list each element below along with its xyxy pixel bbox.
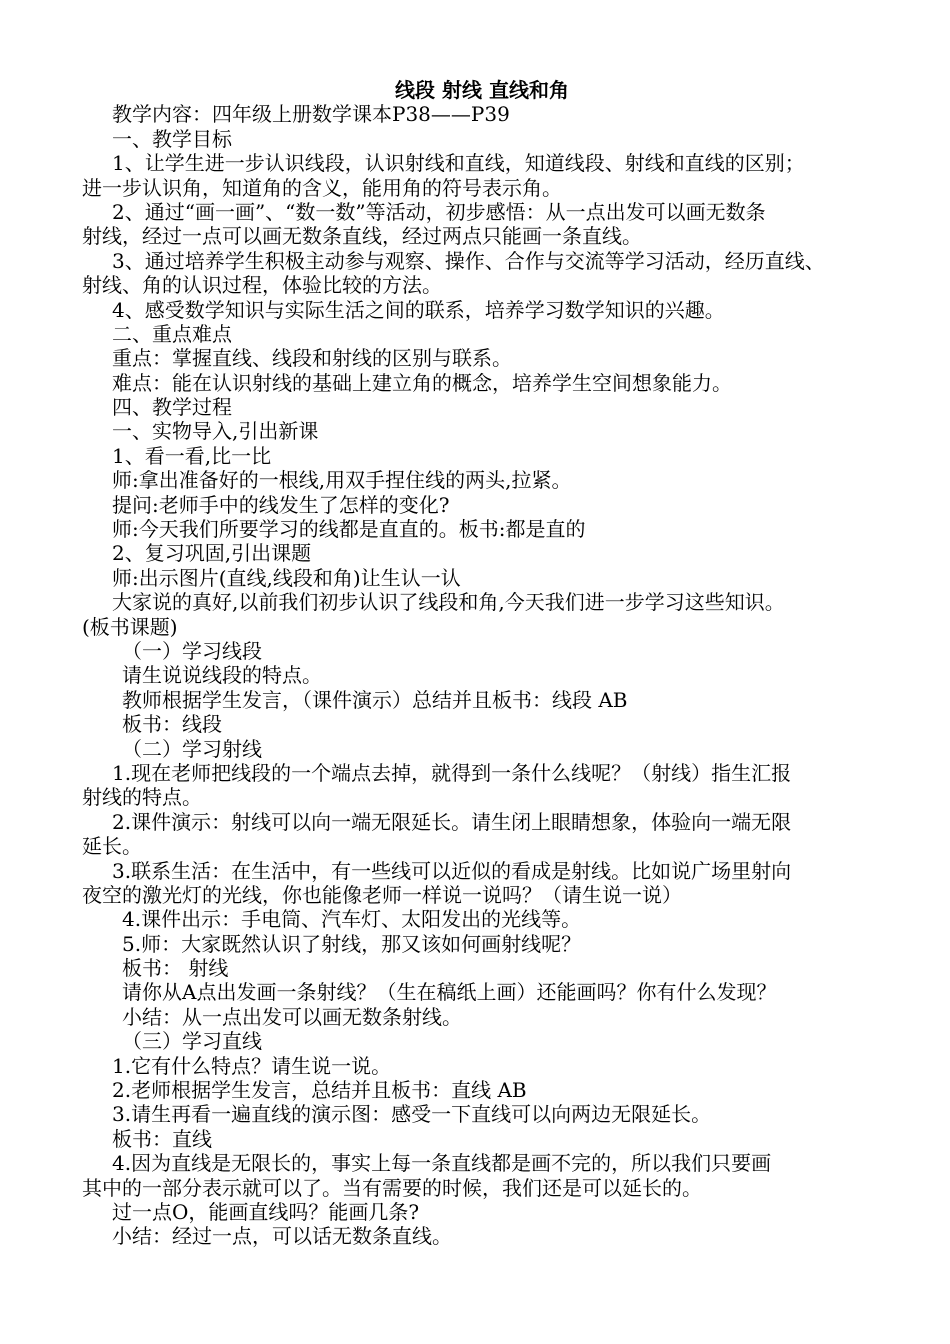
text-line: 教学内容：四年级上册数学课本P38——P39 xyxy=(112,102,510,127)
text-line: 2、通过“画一画”、“数一数”等活动，初步感悟：从一点出发可以画无数条 xyxy=(112,199,766,224)
text-line: 2.课件演示：射线可以向一端无限延长。请生闭上眼睛想象，体验向一端无限 xyxy=(112,809,792,834)
text-line: 延长。 xyxy=(82,834,142,859)
text-line: 大家说的真好,以前我们初步认识了线段和角,今天我们进一步学习这些知识。 xyxy=(112,590,785,615)
text-line: （三）学习直线 xyxy=(122,1029,262,1054)
text-line: 请你从A点出发画一条射线？（生在稿纸上画）还能画吗？你有什么发现？ xyxy=(122,980,777,1005)
text-line: 射线的特点。 xyxy=(82,785,202,810)
text-line: （一）学习线段 xyxy=(122,638,262,663)
text-line: 射线，经过一点可以画无数条直线，经过两点只能画一条直线。 xyxy=(82,224,642,249)
text-line: 重点：掌握直线、线段和射线的区别与联系。 xyxy=(112,346,512,371)
text-line: 过一点O，能画直线吗？能画几条? xyxy=(112,1199,420,1224)
text-line: 4.课件出示：手电筒、汽车灯、太阳发出的光线等。 xyxy=(122,907,582,932)
text-line: 二、重点难点 xyxy=(112,321,232,346)
text-line: 1、让学生进一步认识线段，认识射线和直线，知道线段、射线和直线的区别； xyxy=(112,151,805,176)
document-page xyxy=(82,78,872,1249)
text-line: 1.现在老师把线段的一个端点去掉，就得到一条什么线呢？（射线）指生汇报 xyxy=(112,760,792,785)
text-line: 板书： 射线 xyxy=(122,956,229,981)
text-line: （二）学习射线 xyxy=(122,736,262,761)
text-line: 板书：直线 xyxy=(112,1126,212,1151)
text-line: 难点：能在认识射线的基础上建立角的概念，培养学生空间想象能力。 xyxy=(112,370,732,395)
text-line: 夜空的激光灯的光线，你也能像老师一样说一说吗？（请生说一说） xyxy=(82,882,682,907)
text-line: 射线、角的认识过程，体验比较的方法。 xyxy=(82,273,442,298)
text-line: 四、教学过程 xyxy=(112,395,232,420)
text-line: 1、看一看,比一比 xyxy=(112,443,272,468)
text-line: 一、实物导入,引出新课 xyxy=(112,419,319,444)
text-line: 师:今天我们所要学习的线都是直直的。板书:都是直的 xyxy=(112,517,586,542)
text-line: 3.联系生活：在生活中，有一些线可以近似的看成是射线。比如说广场里射向 xyxy=(112,858,792,883)
document-body xyxy=(82,102,872,1248)
text-line: 3.请生再看一遍直线的演示图：感受一下直线可以向两边无限延长。 xyxy=(112,1102,712,1127)
text-line: 小结：从一点出发可以画无数条射线。 xyxy=(122,1004,462,1029)
text-line: 4.因为直线是无限长的，事实上每一条直线都是画不完的，所以我们只要画 xyxy=(112,1151,772,1176)
text-line: 5.师：大家既然认识了射线，那又该如何画射线呢？ xyxy=(122,931,582,956)
text-line: 师:出示图片(直线,线段和角)让生认一认 xyxy=(112,565,461,590)
document-title: 线段 射线 直线和角 xyxy=(395,78,569,102)
text-line: 1.它有什么特点？请生说一说。 xyxy=(112,1053,392,1078)
text-line: 师:拿出准备好的一根线,用双手捏住线的两头,拉紧。 xyxy=(112,468,572,493)
text-line: 进一步认识角，知道角的含义，能用角的符号表示角。 xyxy=(82,175,562,200)
text-line: 其中的一部分表示就可以了。当有需要的时候，我们还是可以延长的。 xyxy=(82,1175,702,1200)
text-line: 一、教学目标 xyxy=(112,126,232,151)
text-line: (板书课题) xyxy=(82,614,178,639)
text-line: 请生说说线段的特点。 xyxy=(122,663,322,688)
text-line: 2、复习巩固,引出课题 xyxy=(112,541,312,566)
text-line: 小结：经过一点，可以话无数条直线。 xyxy=(112,1224,452,1249)
text-line: 3、通过培养学生积极主动参与观察、操作、合作与交流等学习活动，经历直线、 xyxy=(112,248,825,273)
text-line: 4、感受数学知识与实际生活之间的联系，培养学习数学知识的兴趣。 xyxy=(112,297,725,322)
text-line: 提问:老师手中的线发生了怎样的变化? xyxy=(112,492,450,517)
text-line: 2.老师根据学生发言，总结并且板书：直线 AB xyxy=(112,1078,527,1103)
text-line: 板书：线段 xyxy=(122,712,222,737)
text-line: 教师根据学生发言，（课件演示）总结并且板书：线段 AB xyxy=(122,687,628,712)
